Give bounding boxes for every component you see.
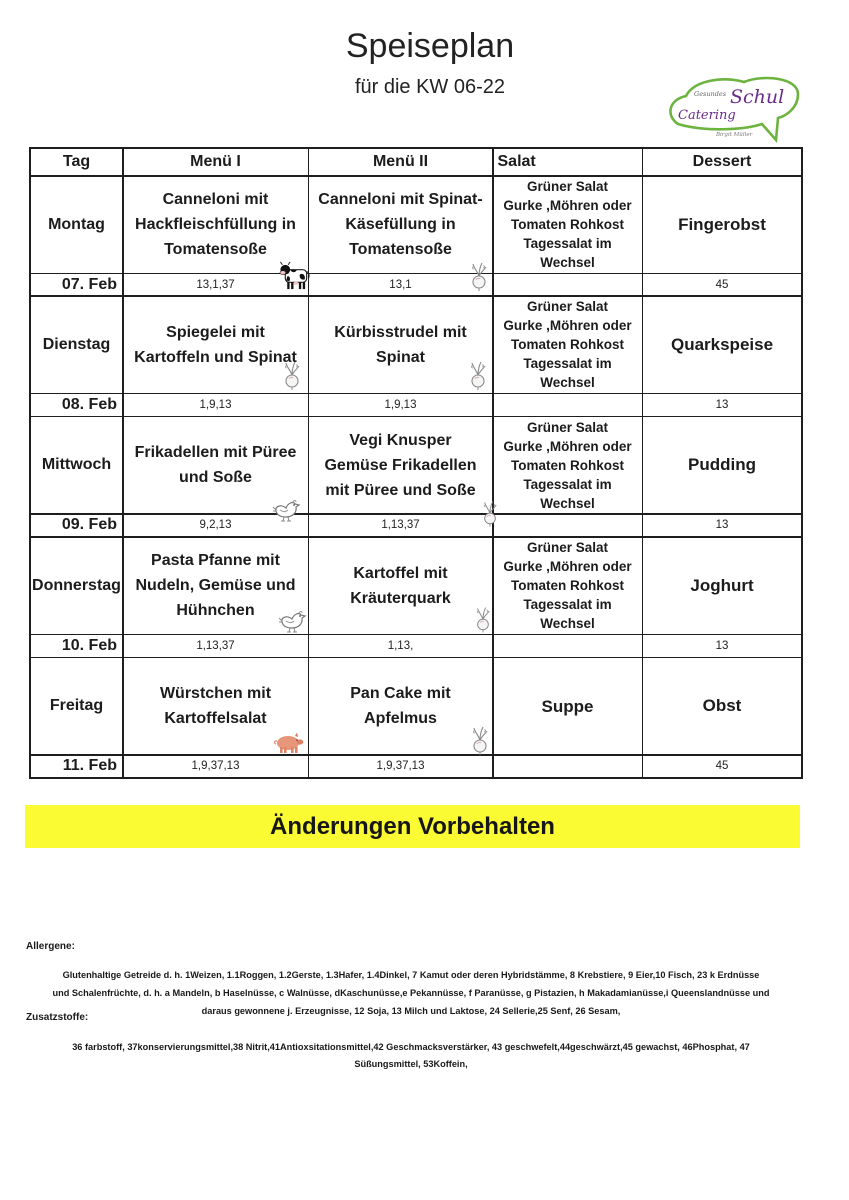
- menu2-allergen-codes: [309, 274, 492, 295]
- dessert-cell: [643, 177, 801, 273]
- dish-line: Canneloni mit Spinat-: [318, 191, 483, 208]
- date-cell: [31, 515, 122, 536]
- dessert-allergen-codes: [643, 394, 801, 415]
- week-subtitle: für die KW 06-22: [354, 76, 506, 98]
- dessert-name: Joghurt: [690, 575, 754, 595]
- day-cell: [31, 177, 122, 273]
- dish-line: Pasta Pfanne mit: [151, 552, 280, 570]
- dish-name: [134, 320, 297, 370]
- day-name: Mittwoch: [41, 456, 112, 474]
- salad-line: Tomaten Rohkost: [510, 457, 624, 473]
- salad-line: Grüner Salat: [526, 419, 609, 435]
- dish-line: Vegi Knusper: [349, 431, 452, 449]
- dish-name: [135, 548, 295, 623]
- dish-line: Canneloni mit: [162, 191, 269, 208]
- chicken-icon: [278, 610, 308, 634]
- date-cell: [31, 756, 122, 777]
- logo-text-schul: Schul: [730, 86, 785, 108]
- menu1-allergen-codes: [124, 635, 308, 656]
- page-title: Speiseplan: [345, 27, 515, 65]
- allergen-codes: 13: [715, 639, 729, 652]
- dish-line: Kürbisstrudel mit: [334, 323, 467, 341]
- dish-line: Gemüse Frikadellen: [324, 456, 477, 474]
- day-cell: [31, 658, 122, 754]
- column-header-menu2: [309, 149, 492, 175]
- salad-line: Tagessalat im: [523, 356, 612, 372]
- dish-name: [350, 561, 450, 611]
- day-cell: [31, 297, 122, 393]
- menu2-allergen-codes: [309, 515, 492, 536]
- day-cell: [31, 538, 122, 634]
- logo-text-gesundes: Gesundes: [694, 90, 727, 98]
- date-label: 08. Feb: [61, 396, 117, 414]
- menu1-cell: [124, 297, 308, 393]
- additives-line: Süßungsmittel, 53Koffein,: [354, 1059, 468, 1069]
- day-cell: [31, 417, 122, 513]
- vegetable-icon: [469, 361, 487, 391]
- salad-line: Grüner Salat: [526, 299, 609, 315]
- menu2-allergen-codes: [309, 635, 492, 656]
- dish-line: Kartoffel mit: [353, 564, 448, 582]
- salad-cell: [494, 417, 642, 513]
- dish-name: [334, 320, 466, 370]
- dish-name: [350, 681, 450, 731]
- dish-line: Spinat: [376, 348, 425, 366]
- additives-line: 36 farbstoff, 37konservierungsmittel,38 Nitrit,41Antioxsitationsmittel,42 Geschmacksverstärker, 43 geschwefelt,44geschwärzt,45 gewachst, 46Phosphat, 47: [72, 1042, 750, 1052]
- dish-line: Kräuterquark: [350, 589, 451, 607]
- dessert-allergen-codes: [643, 635, 801, 656]
- day-name: Dienstag: [42, 335, 111, 353]
- allergens-list: [12, 966, 810, 1020]
- dessert-allergen-codes: [643, 756, 801, 777]
- allergens-line: Glutenhaltige Getreide d. h. 1Weizen, 1.1Roggen, 1.2Gerste, 1.3Hafer, 1.4Dinkel, 7 Kamut oder deren Hybridstämme, 8 Krebstiere, 9 Eier,10 Fisch, 23 k Erdnüsse: [62, 970, 760, 980]
- menu2-cell: [309, 538, 492, 634]
- dessert-allergen-codes: [643, 515, 801, 536]
- column-header-salad: [494, 149, 642, 175]
- header-label: Salat: [497, 153, 536, 170]
- dish-line: Tomatensoße: [349, 241, 452, 258]
- additives-list: [12, 1039, 810, 1073]
- salad-text: [542, 697, 594, 716]
- allergen-codes: 45: [715, 760, 729, 773]
- salad-line: Gurke ,Möhren oder: [503, 198, 632, 213]
- dish-line: Frikadellen mit Püree: [134, 444, 297, 462]
- menu2-cell: [309, 417, 492, 513]
- menu2-allergen-codes: [309, 394, 492, 415]
- dish-line: Hackfleischfüllung in: [135, 216, 296, 233]
- cow-icon: [278, 259, 312, 292]
- menu1-allergen-codes: [124, 756, 308, 777]
- dessert-cell: [643, 538, 801, 634]
- menu2-cell: [309, 177, 492, 273]
- salad-line: Suppe: [541, 696, 594, 716]
- dish-name: [135, 440, 297, 490]
- dish-line: Spiegelei mit: [166, 323, 265, 341]
- salad-line: Gurke ,Möhren oder: [503, 318, 632, 334]
- column-header-dessert: [643, 149, 801, 175]
- dessert-cell: [643, 297, 801, 393]
- salad-text: [503, 297, 631, 392]
- allergen-codes: 13: [715, 399, 729, 412]
- salad-allergen-codes: [494, 274, 642, 295]
- salad-text: [503, 418, 631, 513]
- dish-line: Würstchen mit: [159, 685, 272, 703]
- date-cell: [31, 635, 122, 656]
- dessert-name: Pudding: [688, 455, 756, 475]
- logo-text-owner: Birgit Müller: [716, 132, 753, 138]
- salad-line: Tomaten Rohkost: [510, 217, 624, 232]
- salad-line: Tomaten Rohkost: [510, 337, 624, 353]
- salad-allergen-codes: [494, 394, 642, 415]
- additives-heading: Zusatzstoffe:: [26, 1012, 89, 1023]
- header-label: Menü I: [190, 153, 241, 170]
- vegetable-icon: [283, 361, 301, 391]
- salad-line: Grüner Salat: [526, 179, 609, 194]
- dish-line: Kartoffelsalat: [164, 710, 267, 728]
- salad-line: Tagessalat im: [523, 476, 612, 492]
- salad-line: Grüner Salat: [526, 540, 609, 556]
- salad-cell: [494, 177, 642, 273]
- changes-reserved-banner: [25, 805, 800, 848]
- pig-icon: [273, 732, 305, 754]
- allergen-codes: 13,1: [389, 278, 412, 291]
- salad-line: Wechsel: [540, 255, 595, 270]
- allergen-codes: 1,9,37,13: [191, 760, 240, 773]
- allergen-codes: 9,2,13: [199, 519, 232, 532]
- allergens-line: und Schalenfrüchte, d. h. a Mandeln, b Haselnüsse, c Walnüsse, dKaschunüsse,e Pekannüsse, f Paranüsse, g Pistazien, h Makadamianüsse,i Queenslandnüsse und: [52, 988, 770, 998]
- allergen-codes: 1,13,: [387, 639, 414, 652]
- allergens-heading: Allergene:: [26, 941, 75, 952]
- menu2-cell: [309, 658, 492, 754]
- salad-line: Wechsel: [540, 375, 595, 391]
- date-label: 10. Feb: [61, 636, 117, 654]
- salad-text: [503, 538, 631, 633]
- allergen-codes: 13,1,37: [196, 278, 235, 291]
- banner-text: Änderungen Vorbehalten: [270, 812, 555, 840]
- dessert-name: Fingerobst: [678, 214, 766, 234]
- dish-line: Pan Cake mit: [350, 685, 451, 703]
- column-header-menu1: [124, 149, 308, 175]
- salad-line: Gurke ,Möhren oder: [503, 559, 632, 575]
- salad-text: [503, 177, 631, 272]
- allergen-codes: 1,9,37,13: [376, 760, 425, 773]
- dish-name: [160, 681, 271, 731]
- allergen-codes: 1,9,13: [199, 399, 232, 412]
- date-cell: [31, 274, 122, 295]
- column-header-tag: [31, 149, 122, 175]
- allergens-line: daraus gewonnene j. Erzeugnisse, 12 Soja, 13 Milch und Laktose, 24 Sellerie,25 Senf, 26 Sesam,: [201, 1006, 621, 1016]
- allergen-codes: 45: [715, 278, 729, 291]
- dish-line: und Soße: [179, 469, 252, 487]
- date-label: 11. Feb: [62, 757, 117, 775]
- dessert-cell: [643, 658, 801, 754]
- day-name: Montag: [48, 215, 105, 233]
- dish-line: Käsefüllung in: [345, 216, 456, 233]
- dessert-cell: [643, 417, 801, 513]
- date-cell: [31, 394, 122, 415]
- allergen-codes: 1,13,37: [381, 519, 420, 532]
- vegetable-icon: [470, 262, 488, 292]
- dessert-name: Quarkspeise: [670, 334, 774, 354]
- salad-allergen-codes: [494, 756, 642, 777]
- dish-line: Apfelmus: [364, 710, 437, 728]
- menu2-allergen-codes: [309, 756, 492, 777]
- salad-cell: [494, 297, 642, 393]
- salad-line: Gurke ,Möhren oder: [503, 438, 632, 454]
- salad-cell: [494, 658, 642, 754]
- header-label: Menü II: [372, 153, 429, 170]
- vegetable-icon: [471, 726, 489, 756]
- dish-line: Nudeln, Gemüse und: [135, 577, 296, 595]
- salad-allergen-codes: [494, 635, 642, 656]
- salad-line: Tagessalat im: [523, 597, 612, 613]
- logo-text-catering: Catering: [678, 108, 736, 123]
- school-catering-logo: [664, 72, 804, 150]
- salad-line: Wechsel: [540, 495, 595, 511]
- salad-allergen-codes: [494, 515, 642, 536]
- menu2-cell: [309, 297, 492, 393]
- salad-cell: [494, 538, 642, 634]
- header-label: Dessert: [692, 153, 752, 170]
- vegetable-icon: [482, 500, 498, 528]
- salad-line: Wechsel: [540, 616, 595, 632]
- day-name: Freitag: [49, 697, 104, 715]
- header-label: Tag: [62, 153, 91, 170]
- vegetable-icon: [475, 605, 491, 635]
- allergen-codes: 1,9,13: [384, 399, 417, 412]
- date-label: 07. Feb: [61, 275, 117, 293]
- dish-name: [324, 428, 476, 503]
- dessert-name: Obst: [702, 696, 742, 716]
- day-name: Donnerstag: [32, 576, 121, 594]
- allergen-codes: 13: [715, 519, 729, 532]
- salad-line: Tagessalat im: [523, 236, 612, 251]
- salad-line: Tomaten Rohkost: [510, 578, 624, 594]
- dish-line: mit Püree und Soße: [325, 481, 476, 499]
- dish-name: [135, 187, 296, 262]
- date-label: 09. Feb: [61, 516, 117, 534]
- dish-line: Hühnchen: [176, 602, 255, 620]
- dish-line: Tomatensoße: [164, 241, 267, 258]
- meal-plan-table: [29, 147, 803, 779]
- dish-line: Kartoffeln und Spinat: [134, 348, 297, 366]
- dessert-allergen-codes: [643, 274, 801, 295]
- allergen-codes: 1,13,37: [196, 639, 235, 652]
- chicken-icon: [272, 499, 302, 523]
- dish-name: [318, 187, 482, 262]
- menu1-allergen-codes: [124, 394, 308, 415]
